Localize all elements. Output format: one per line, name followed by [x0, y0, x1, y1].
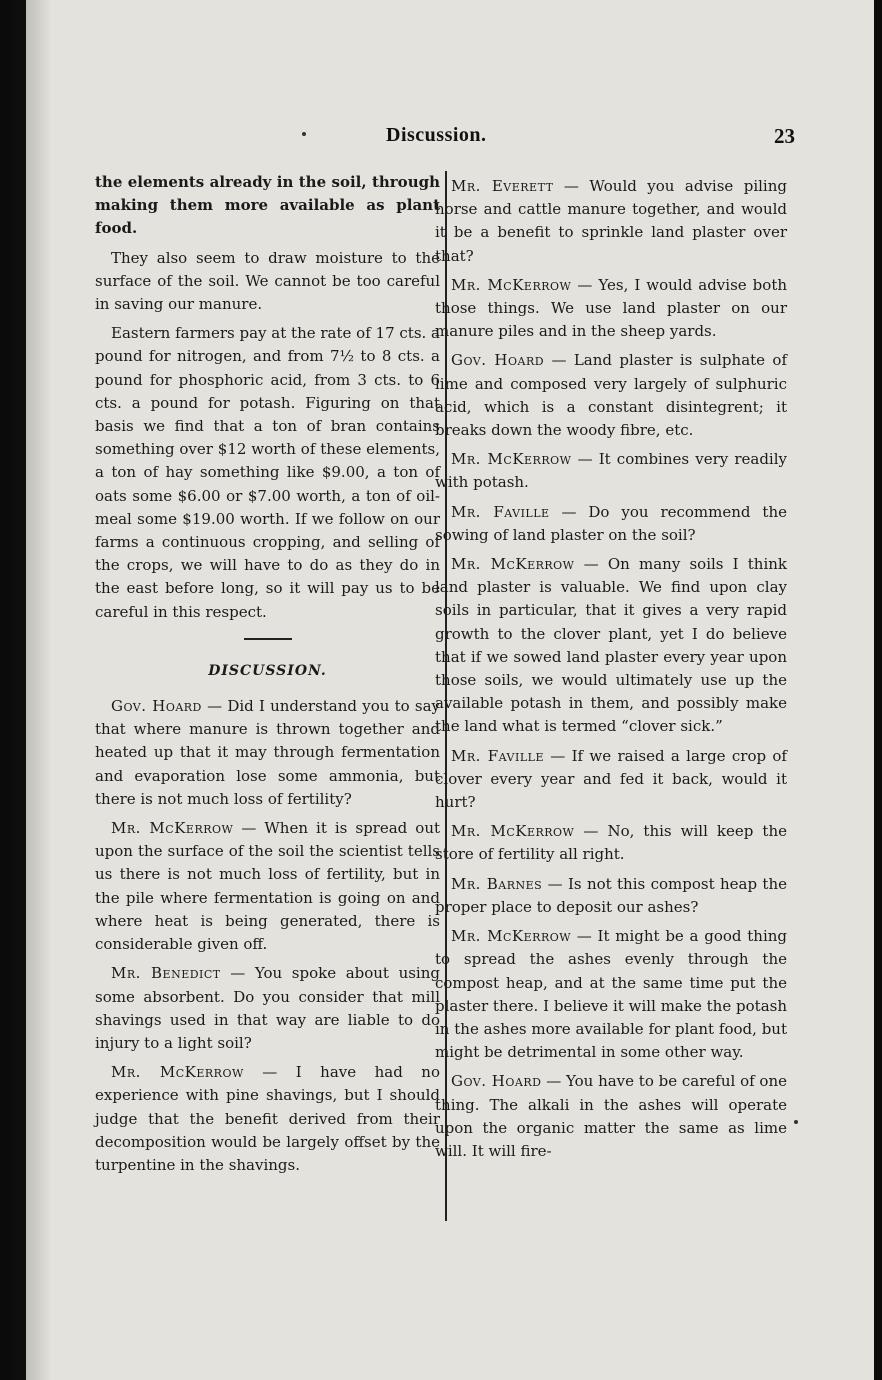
speaker: Mr. McKerrow [111, 1063, 244, 1082]
paragraph: the elements already in the soil, through making them more available as plant food. [95, 173, 440, 238]
speaker: Mr. Faville [451, 746, 544, 765]
speaker: Mr. McKerrow [451, 275, 572, 294]
paragraph: Eastern farmers pay at the rate of 17 cts. a pound for nitrogen, and from 7½ to 8 cts. a pound for phosphoric acid, from 3 cts. to 6 cts. a pound for potash. Figuring on that basis we find that a ton of bran contains something over $12 worth of these elements, a ton of hay something like $9.00, a ton of oats some $6.00 or $7.00 worth, a ton of oil-meal some $19.00 worth. If we follow on our farms a continuous cropping, and selling of the crops, we will have to do as they do in the east before long, so it will pay us to be careful in this respect. [95, 324, 440, 621]
speech-text: — Yes, I would advise both those things. We use land plaster on our manure piles and in the sheep yards. [435, 275, 788, 341]
speaker: Mr. McKerrow [111, 819, 234, 838]
speech [435, 1070, 787, 1163]
speech [435, 501, 787, 547]
print-speck [302, 132, 306, 136]
page-number: 23 [774, 124, 795, 148]
speech-text: — It combines very readily with potash. [435, 450, 788, 492]
speaker: Gov. Hoard [451, 1072, 542, 1091]
speaker: Mr. McKerrow [451, 555, 575, 574]
speaker: Mr. Barnes [451, 874, 543, 893]
speech [435, 448, 787, 494]
speech-text: — Would you advise piling horse and cattle manure together, and would it be a benefit to sprinkle land plaster over that? [435, 177, 787, 265]
speech [95, 1061, 440, 1177]
speaker: Mr. McKerrow [451, 822, 575, 841]
print-speck [794, 1120, 798, 1124]
speech-text: — It might be a good thing to spread the ashes evenly through the compost heap, and at the same time put the plaster there. I believe it will make the potash in the ashes more available for plant food, but might be detrimental in some other way. [435, 927, 788, 1062]
speaker: Mr. Benedict [111, 964, 221, 983]
speaker: Mr. McKerrow [451, 927, 572, 946]
speech [95, 695, 440, 811]
speech-text: — Do you recommend the sowing of land plaster on the soil? [435, 502, 787, 544]
speaker: Mr. McKerrow [451, 450, 572, 469]
speech [435, 745, 787, 815]
speaker: Gov. Hoard [451, 351, 545, 370]
speech [95, 817, 440, 956]
speech [435, 553, 787, 739]
paragraph: They also seem to draw moisture to the surface of the soil. We cannot be too careful in saving our manure. [95, 248, 440, 314]
speech-text: — Land plaster is sulphate of lime and composed very largely of sulphuric acid, which is a constant disintegrent; it breaks down the woody fibre, etc. [435, 351, 788, 440]
speech-text: — I have had no experience with pine shavings, but I should judge that the benefit derived from their decomposition would be largely offset by the turpentine in the shavings. [95, 1063, 440, 1174]
speech-text: — Did I understand you to say that where manure is thrown together and heated up that it may through fermentation and evaporation lose some ammonia, but there is not much loss of fertility? [95, 697, 441, 808]
section-divider [244, 638, 292, 640]
speech [95, 962, 440, 1055]
speech-text: — On many soils I think land plaster is valuable. We find upon clay soils in particular, that it gives a very rapid growth to the clover plant, yet I do believe that if we sowed land plaster every year upon those soils, we would ultimately use up the available potash in them, and possibly make the land what is termed “clover sick.” [435, 555, 788, 736]
section-heading: DISCUSSION. [208, 662, 327, 679]
speaker: Mr. Faville [451, 502, 550, 521]
page-binding-shadow [12, 0, 52, 1380]
speech-text: — If we raised a large crop of clover every year and fed it back, would it hurt? [435, 746, 787, 812]
speech-text: — No, this will keep the store of fertility all right. [435, 822, 787, 864]
speech-text: — You have to be careful of one thing. The alkali in the ashes will operate upon the organic matter the same as lime will. It will fire- [435, 1072, 788, 1160]
right-column [435, 175, 787, 1169]
speech [435, 820, 787, 866]
book-page [12, 0, 874, 1380]
speaker: Gov. Hoard [111, 697, 202, 716]
speech [435, 349, 787, 442]
speech [435, 873, 787, 919]
speech [435, 925, 787, 1064]
running-head: Discussion. [386, 124, 487, 146]
speech-text: — You spoke about using some absorbent. Do you consider that mill shavings used in that way are liable to do injury to a light soil? [95, 964, 440, 1052]
left-column [95, 171, 440, 1183]
speech-text: — When it is spread out upon the surface of the soil the scientist tells us there is not much loss of fertility, but in the pile where fermentation is going on and where heat is being generated, there is considerable given off. [95, 819, 441, 954]
speech [435, 175, 787, 268]
speech-text: — Is not this compost heap the proper place to deposit our ashes? [435, 874, 787, 916]
speech [435, 274, 787, 344]
speaker: Mr. Everett [451, 177, 554, 195]
